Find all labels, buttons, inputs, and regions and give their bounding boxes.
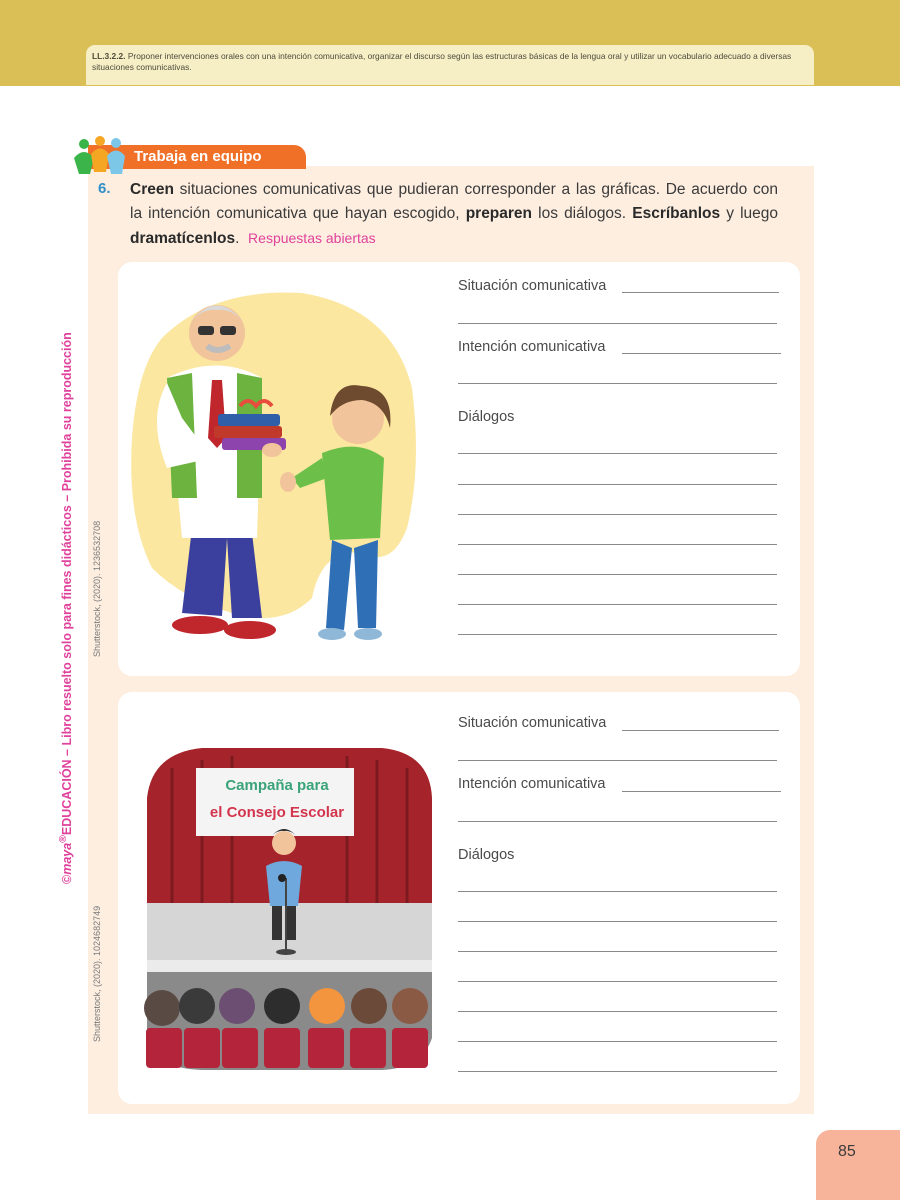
banner-line-1: Campaña para <box>225 777 329 794</box>
answer-line <box>622 292 779 293</box>
answer-note: Respuestas abiertas <box>248 230 376 246</box>
answer-line <box>458 514 777 515</box>
page-number: 85 <box>838 1143 856 1160</box>
answer-line <box>458 760 777 761</box>
dialogos-label: Diálogos <box>458 847 515 863</box>
question-segment: . <box>235 230 240 247</box>
answer-line <box>458 323 777 324</box>
image-credit: Shutterstock, (2020). 1236532708 <box>92 520 102 657</box>
verb-escribanlos: Escríbanlos <box>632 205 721 222</box>
banner-line-2: el Consejo Escolar <box>209 804 345 821</box>
verb-preparen: preparen <box>465 205 533 222</box>
answer-line <box>458 921 777 922</box>
brand-logo: maya <box>60 842 75 875</box>
team-icon <box>70 134 132 176</box>
section-label: Trabaja en equipo <box>134 148 262 165</box>
question-segment: y luego <box>720 205 779 222</box>
image-credit: Shutterstock, (2020). 1024682749 <box>92 905 102 1042</box>
situacion-label: Situación comunicativa <box>458 715 607 731</box>
answer-line <box>458 1041 777 1042</box>
answer-line <box>458 1011 777 1012</box>
answer-line <box>458 981 777 982</box>
question-text <box>130 178 778 251</box>
intencion-label: Intención comunicativa <box>458 339 606 355</box>
verb-dramaticenlos: dramatícenlos <box>130 230 236 247</box>
verb-creen: Creen <box>130 181 174 198</box>
answer-line <box>458 1071 777 1072</box>
question-segment: situaciones comunicativas que pudieran corresponder a las gráficas. De acuerdo con la intención comunicativa que hayan escogido, <box>130 181 778 222</box>
answer-line <box>458 544 777 545</box>
situacion-label: Situación comunicativa <box>458 278 607 294</box>
copyright-symbol: © <box>60 874 75 884</box>
answer-line <box>458 821 777 822</box>
teacher-gift-illustration <box>122 268 432 673</box>
page-number-tab <box>816 1130 900 1200</box>
skill-code: LL.3.2.2. <box>92 51 126 61</box>
intencion-label: Intención comunicativa <box>458 776 606 792</box>
answer-line <box>458 604 777 605</box>
skill-text: Proponer intervenciones orales con una intención comunicativa, organizar el discurso según las estructuras básicas de la lengua oral y utilizar un vocabulario adecuado a diversas situaciones comunicativas. <box>92 51 792 72</box>
answer-line <box>458 453 777 454</box>
registered-mark: ® <box>58 835 69 843</box>
answer-line <box>458 574 777 575</box>
answer-line <box>458 891 777 892</box>
question-segment: los diálogos. <box>532 205 633 222</box>
answer-line <box>458 484 777 485</box>
skill-standard-box <box>86 45 814 85</box>
answer-line <box>622 791 781 792</box>
answer-line <box>458 634 777 635</box>
answer-line <box>458 383 777 384</box>
dialogos-label: Diálogos <box>458 409 515 425</box>
answer-line <box>622 353 781 354</box>
copyright-notice <box>58 332 74 884</box>
copyright-text: EDUCACIÓN – Libro resuelto solo para fines didácticos – Prohibida su reproducción <box>60 332 75 836</box>
question-number: 6. <box>98 180 111 197</box>
answer-line <box>622 730 779 731</box>
answer-line <box>458 951 777 952</box>
